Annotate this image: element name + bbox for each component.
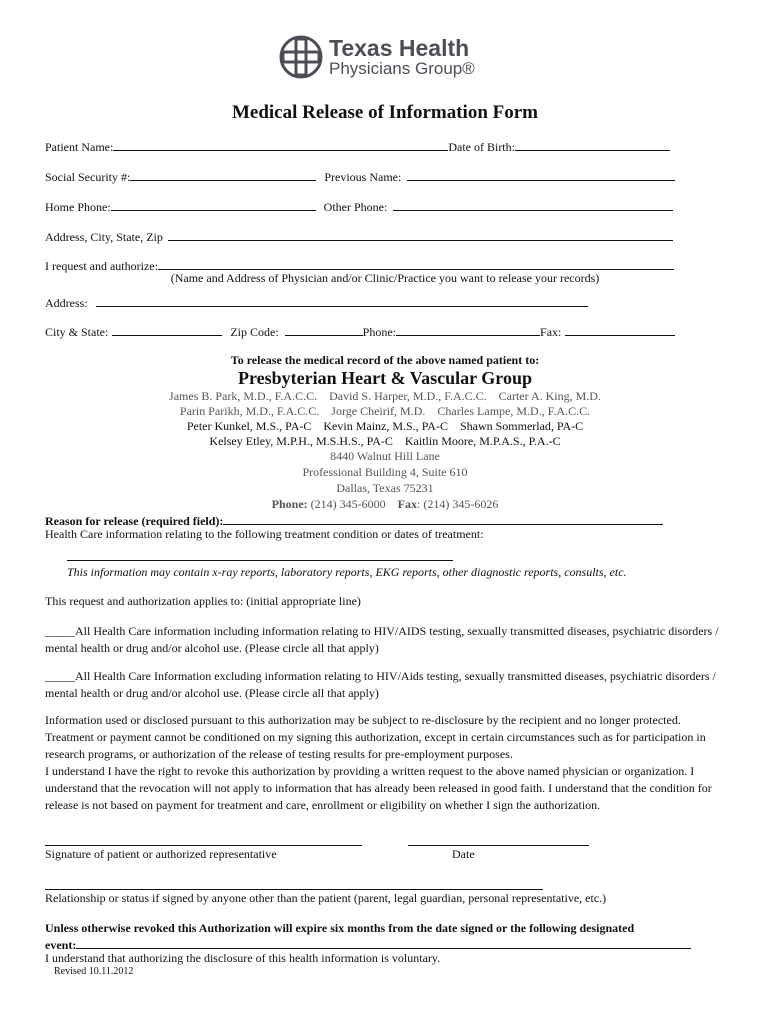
physicians-line-1: James B. Park, M.D., F.A.C.C. David S. Harper, M.D., F.A.C.C. Carter A. King, M.D. [169,389,601,403]
home-phone-field[interactable] [111,198,316,211]
event-label: event: [45,938,77,952]
other-phone-label: Other Phone: [323,200,388,214]
fax-field[interactable] [565,323,675,336]
fax-label: Fax: [540,325,562,339]
logo-subtitle: Physicians Group® [329,59,475,78]
address-csz-field[interactable] [168,228,673,241]
other-phone-field[interactable] [393,198,673,211]
logo-name: Texas Health [329,35,470,61]
disclosure-paragraph: Information used or disclosed pursuant to this authorization may be subject to re-disclosure by the recipient and no longer protected. Treatment or payment cannot be conditioned on my signing this authorization, except in certain circumstances such as for participation in research programs, or authorization of the release of testing results for pre-employment purposes. [45,713,706,761]
texas-health-logo [279,33,494,81]
reason-label: Reason for release (required field): [45,514,224,528]
applies-to-text: This request and authorization applies to: (initial appropriate line) [45,594,361,608]
request-note: (Name and Address of Physician and/or Clinic/Practice you want to release your records) [170,271,600,285]
group-street: 8440 Walnut Hill Lane [330,449,440,463]
signature-field[interactable] [45,845,362,846]
phone-row [45,198,673,215]
group-contact [0,497,770,512]
signature-date-label: Date [452,847,475,861]
group-city: Dallas, Texas 75231 [336,481,434,495]
address-row [45,294,588,311]
dob-label: Date of Birth: [448,140,515,154]
revised-date: Revised 10.11.2012 [54,966,134,977]
signature-date-field[interactable] [408,845,589,846]
previous-name-label: Previous Name: [324,170,402,184]
city-zip-row [45,323,675,340]
physicians-line-4: Kelsey Etley, M.P.H., M.S.H.S., PA-C Kaitlin Moore, M.P.A.S., P.A.-C [209,434,561,448]
city-state-field[interactable] [112,323,222,336]
voluntary-text: I understand that authorizing the disclosure of this health information is voluntary. [45,951,441,965]
phone-field[interactable] [396,323,540,336]
event-field[interactable] [76,936,691,949]
ssn-row [45,168,675,185]
previous-name-field[interactable] [407,168,675,181]
phone-label: Phone: [362,325,397,339]
group-name: Presbyterian Heart & Vascular Group [238,368,532,388]
group-fax-label: Fax [397,497,417,511]
relationship-label: Relationship or status if signed by anyone other than the patient (parent, legal guardian, personal representative, etc.) [45,891,607,905]
patient-name-row [45,138,670,155]
group-fax: : (214) 345-6026 [417,497,499,511]
group-phone-label: Phone: [271,497,308,511]
physicians-line-2: Parin Parikh, M.D., F.A.C.C. Jorge Cheirif, M.D. Charles Lampe, M.D., F.A.C.C. [179,404,591,418]
request-authorize-field[interactable] [158,257,674,270]
home-phone-label: Home Phone: [45,200,111,214]
signature-label: Signature of patient or authorized representative [45,847,277,861]
health-info-text: Health Care information relating to the following treatment condition or dates of treatment: [45,527,484,541]
release-to-heading: To release the medical record of the above named patient to: [230,353,540,367]
request-authorize-label: I request and authorize: [45,259,158,273]
dob-field[interactable] [515,138,670,151]
ssn-label: Social Security #: [45,170,131,184]
group-phone: (214) 345-6000 [310,497,386,511]
texas-health-cross-icon [279,35,323,79]
address-field[interactable] [96,294,588,307]
relationship-field[interactable] [45,889,543,890]
treatment-condition-field[interactable] [67,560,453,561]
form-title: Medical Release of Information Form [231,102,539,123]
reason-field[interactable] [223,512,663,525]
address-csz-label: Address, City, State, Zip [45,230,163,244]
contains-note: This information may contain x-ray reports, laboratory reports, EKG reports, other diagnostic reports, consults, etc. [67,565,627,579]
zip-field[interactable] [285,323,363,336]
group-building: Professional Building 4, Suite 610 [302,465,468,479]
address-csz-row [45,228,673,245]
patient-name-label: Patient Name: [45,140,114,154]
option-including: _____All Health Care information including information relating to HIV/AIDS testing, sexually transmitted diseases, psychiatric disorders / mental health or drug and/or alcohol use. (Please circle all that apply) [45,624,719,655]
physicians-line-3: Peter Kunkel, M.S., PA-C Kevin Mainz, M.S., PA-C Shawn Sommerlad, PA-C [186,419,584,433]
expire-text: Unless otherwise revoked this Authorization will expire six months from the date signed or the following designated [45,921,635,935]
option-excluding: _____All Health Care Information excluding information relating to HIV/Aids testing, sexually transmitted diseases, psychiatric disorders / mental health or drug and/or alcohol use. (Please circle all that apply) [45,669,716,700]
patient-name-field[interactable] [113,138,448,151]
zip-label: Zip Code: [230,325,279,339]
ssn-field[interactable] [130,168,316,181]
address-label: Address: [45,296,88,310]
revoke-paragraph: I understand I have the right to revoke this authorization by providing a written request to the above named physician or organization. I understand that the revocation will not apply to information that has already been released in good faith. I understand that the condition for release is not based on payment for treatment and care, enrollment or eligibility on whether I sign the authorization. [45,764,712,812]
city-state-label: City & State: [45,325,109,339]
